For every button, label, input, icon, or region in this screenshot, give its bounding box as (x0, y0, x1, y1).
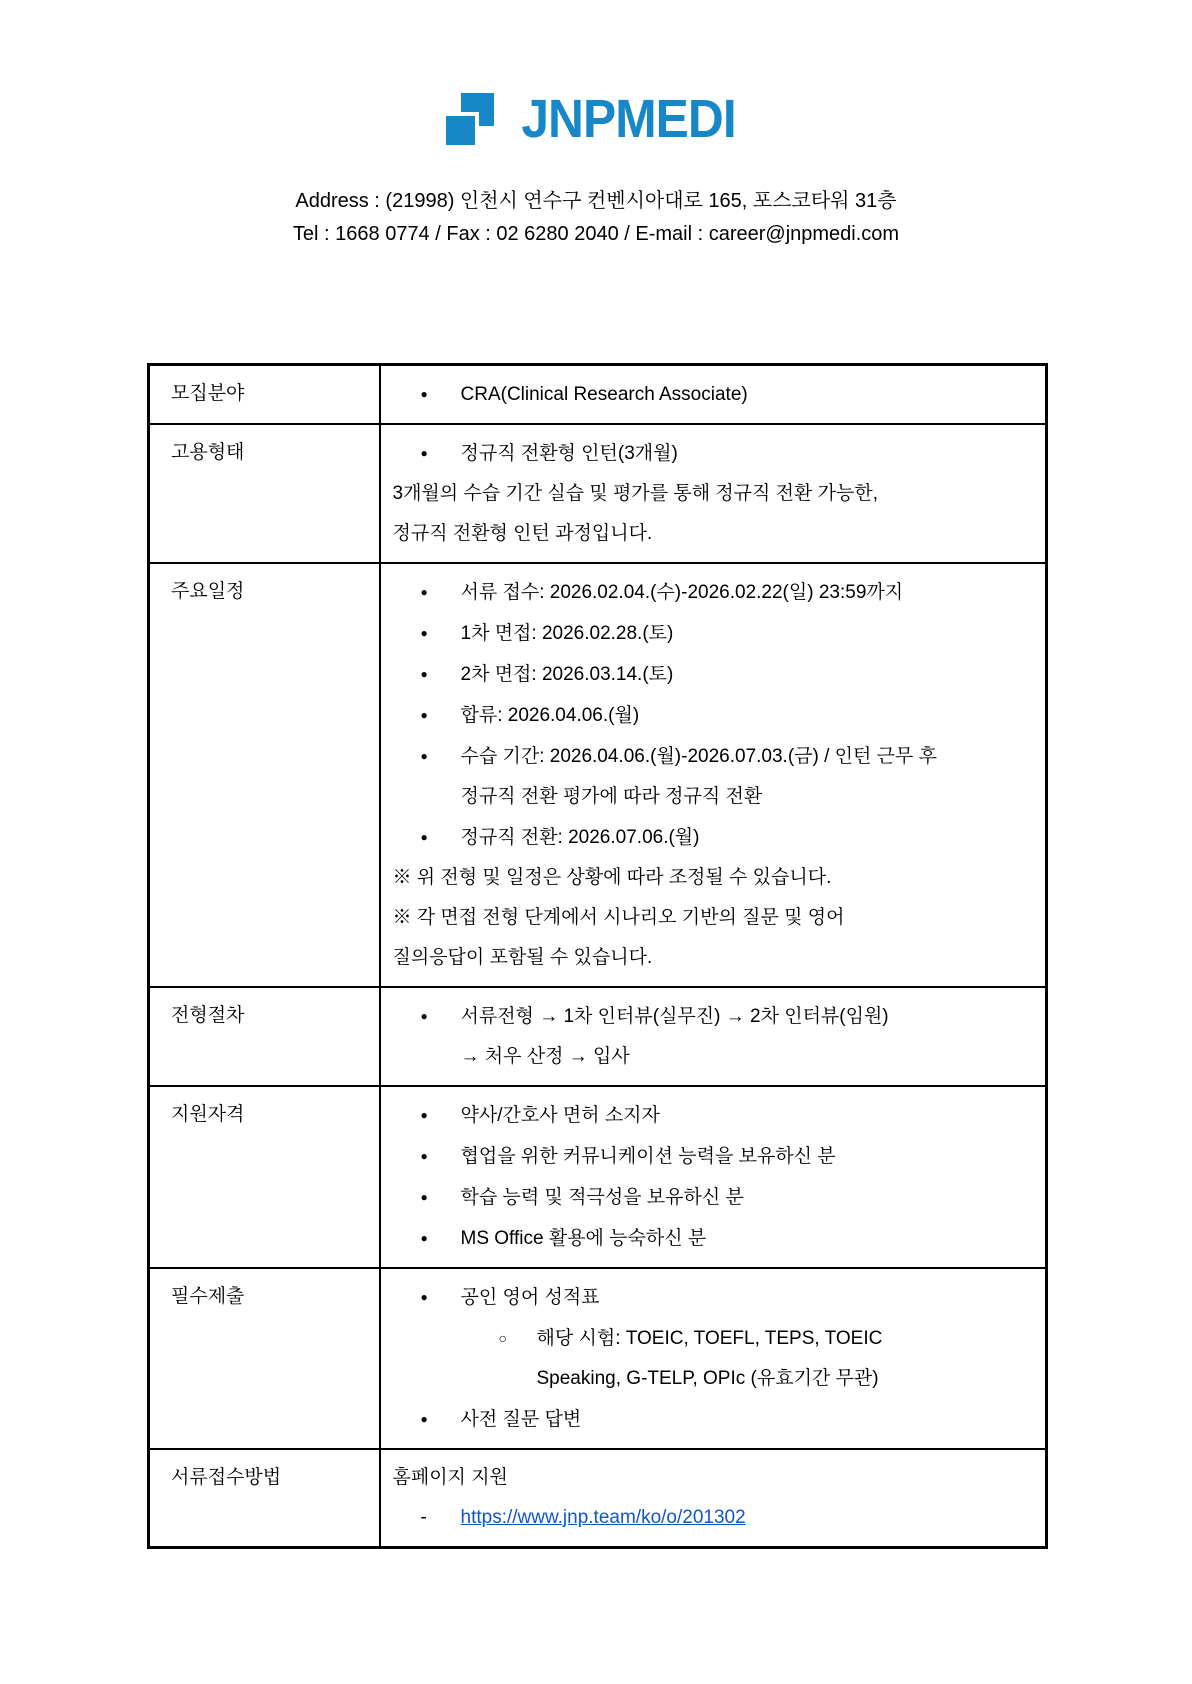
line-text: 공인 영어 성적표 (460, 1287, 600, 1308)
content-line (381, 1218, 1040, 1259)
line-text: 서류전형 → 1차 인터뷰(실무진) → 2차 인터뷰(임원) (460, 1006, 889, 1027)
content-line (381, 514, 1040, 554)
bullet-icon: ● (420, 626, 428, 640)
row-content (380, 1449, 1047, 1548)
application-link[interactable]: https://www.jnp.team/ko/o/201302 (460, 1507, 746, 1528)
company-logo (0, 90, 1192, 148)
row-label: 주요일정 (149, 563, 380, 987)
line-text: 2차 면접: 2026.03.14.(토) (460, 664, 674, 685)
line-text: 합류: 2026.04.06.(월) (460, 705, 640, 726)
row-label: 서류접수방법 (149, 1449, 380, 1548)
line-text: 수습 기간: 2026.04.06.(월)-2026.07.03.(금) / 인턴 근무 후 (460, 746, 938, 767)
content-line (381, 1136, 1040, 1177)
content-line (381, 1458, 1040, 1498)
line-text: 사전 질문 답변 (460, 1409, 582, 1430)
row-content (380, 1268, 1047, 1449)
row-content (380, 365, 1047, 425)
address-line: Address : (21998) 인천시 연수구 컨벤시아대로 165, 포스코타워 31층 (295, 190, 897, 212)
line-text: 정규직 전환 평가에 따라 정규직 전환 (460, 786, 763, 807)
content-line (381, 777, 1040, 817)
line-text: 질의응답이 포함될 수 있습니다. (392, 947, 653, 968)
row-content (380, 563, 1047, 987)
line-text: 서류 접수: 2026.02.04.(수)-2026.02.22(일) 23:59까지 (460, 582, 904, 603)
line-text: 해당 시험: TOEIC, TOEFL, TEPS, TOEIC (536, 1328, 883, 1349)
logo-text: JNPMEDI (521, 89, 737, 149)
content-line (381, 1359, 1040, 1399)
circle-bullet-icon: ○ (498, 1330, 507, 1346)
bullet-icon: ● (420, 1108, 428, 1122)
line-text: 협업을 위한 커뮤니케이션 능력을 보유하신 분 (460, 1146, 836, 1167)
row-label: 지원자격 (149, 1086, 380, 1268)
table-row (149, 424, 1047, 563)
logo-square-small (446, 116, 475, 145)
bullet-icon: ● (420, 667, 428, 681)
row-content (380, 1086, 1047, 1268)
bullet-icon: ● (420, 1149, 428, 1163)
table-row (149, 987, 1047, 1086)
content-line (381, 474, 1040, 514)
content-line (381, 736, 1040, 777)
line-text: ※ 위 전형 및 일정은 상황에 따라 조정될 수 있습니다. (392, 867, 832, 888)
line-text: MS Office 활용에 능숙하신 분 (460, 1228, 707, 1249)
row-label: 전형절차 (149, 987, 380, 1086)
bullet-icon: ● (420, 1412, 428, 1426)
row-label: 고용형태 (149, 424, 380, 563)
line-text: → 처우 산정 → 입사 (460, 1046, 630, 1067)
bullet-icon: ● (420, 387, 428, 401)
content-line (381, 1095, 1040, 1136)
content-line (381, 1399, 1040, 1440)
tel-fax-email-line: Tel : 1668 0774 / Fax : 02 6280 2040 / E-mail : career@jnpmedi.com (292, 223, 900, 245)
bullet-icon: ● (420, 1190, 428, 1204)
table-row (149, 563, 1047, 987)
bullet-icon: ● (420, 1290, 428, 1304)
line-text: 홈페이지 지원 (392, 1467, 508, 1488)
content-line (381, 1277, 1040, 1318)
recruitment-table (147, 363, 1048, 1549)
bullet-icon: ● (420, 749, 428, 763)
table-row (149, 1086, 1047, 1268)
content-line (381, 938, 1040, 978)
bullet-icon: ● (420, 830, 428, 844)
line-text: CRA(Clinical Research Associate) (460, 384, 748, 405)
content-line (381, 898, 1040, 938)
content-line (381, 1318, 1040, 1359)
line-text: 정규직 전환: 2026.07.06.(월) (460, 827, 700, 848)
content-line (381, 695, 1040, 736)
content-line (381, 817, 1040, 858)
line-text: 정규직 전환형 인턴(3개월) (460, 443, 678, 464)
bullet-icon: ● (420, 1009, 428, 1023)
content-line (381, 1498, 1040, 1538)
content-line (381, 996, 1040, 1037)
table-row (149, 1268, 1047, 1449)
content-line (381, 1037, 1040, 1077)
table-row (149, 1449, 1047, 1548)
dash-icon: - (420, 1507, 427, 1528)
bullet-icon: ● (420, 585, 428, 599)
company-contact-block (0, 185, 1192, 251)
line-text: 학습 능력 및 적극성을 보유하신 분 (460, 1187, 744, 1208)
table-row (149, 365, 1047, 425)
row-label: 모집분야 (149, 365, 380, 425)
content-line (381, 433, 1040, 474)
row-content (380, 424, 1047, 563)
content-line (381, 654, 1040, 695)
bullet-icon: ● (420, 1231, 428, 1245)
content-line (381, 374, 1040, 415)
row-label: 필수제출 (149, 1268, 380, 1449)
line-text: 정규직 전환형 인턴 과정입니다. (392, 523, 653, 544)
line-text: ※ 각 면접 전형 단계에서 시나리오 기반의 질문 및 영어 (392, 907, 845, 928)
row-content (380, 987, 1047, 1086)
content-line (381, 858, 1040, 898)
content-line (381, 613, 1040, 654)
jnpmedi-squares-icon (446, 90, 496, 148)
line-text: 3개월의 수습 기간 실습 및 평가를 통해 정규직 전환 가능한, (392, 483, 878, 504)
line-text: Speaking, G-TELP, OPIc (유효기간 무관) (536, 1368, 879, 1389)
line-text: 약사/간호사 면허 소지자 (460, 1105, 660, 1126)
content-line (381, 1177, 1040, 1218)
content-line (381, 572, 1040, 613)
bullet-icon: ● (420, 446, 428, 460)
line-text: 1차 면접: 2026.02.28.(토) (460, 623, 674, 644)
bullet-icon: ● (420, 708, 428, 722)
